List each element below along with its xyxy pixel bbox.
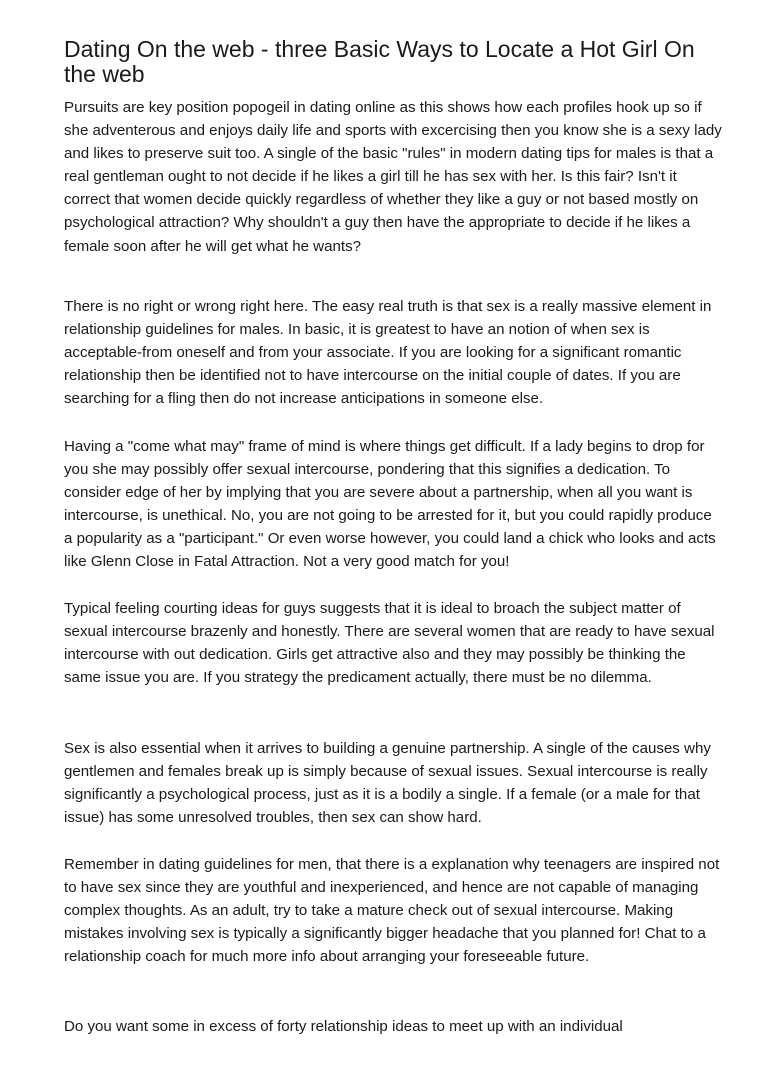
paragraph: Do you want some in excess of forty relationship ideas to meet up with an individual <box>64 1018 623 1035</box>
paragraph: Pursuits are key position popogeil in dating online as this shows how each profiles hook up so if she adventerous and enjoys daily life and sports with excercising then you know she is a sexy lady and likes to preserve suit too. A single of the basic "rules" in modern dating tips for males is that a real gentleman ought to not decide if he likes a girl till he has sex with her. Is this fair? Isn't it correct that women decide quickly regardless of whether they like a guy or not based mostly on psychological attraction? Why shouldn't a guy then have the appropriate to decide if he likes a female soon after he will get what he wants? <box>64 99 722 255</box>
paragraph: There is no right or wrong right here. The easy real truth is that sex is a really massive element in relationship guidelines for males. In basic, it is greatest to have an notion of when sex is acceptable-from oneself and from your associate. If you are looking for a significant romantic relationship then be identified not to have intercourse on the initial couple of dates. If you are searching for a fling then do not increase anticipations in someone else. <box>64 298 712 408</box>
paragraph: Typical feeling courting ideas for guys suggests that it is ideal to broach the subject matter of sexual intercourse brazenly and honestly. There are several women that are ready to have sexual intercourse with out dedication. Girls get attractive also and they may possibly be thinking the same issue you are. If you strategy the predicament actually, there must be no dilemma. <box>64 600 715 687</box>
document-title: Dating On the web - three Basic Ways to Locate a Hot Girl On the web <box>64 36 695 87</box>
paragraph: Having a "come what may" frame of mind is where things get difficult. If a lady begins to drop for you she may possibly offer sexual intercourse, pondering that this signifies a dedication. To consider edge of her by implying that you are severe about a partnership, when all you want is intercourse, is unethical. No, you are not going to be arrested for it, but you could rapidly produce a popularity as a "participant." Or even worse however, you could land a chick who looks and acts like Glenn Close in Fatal Attraction. Not a very good match for you! <box>64 438 716 571</box>
paragraph: Remember in dating guidelines for men, that there is a explanation why teenagers are inspired not to have sex since they are youthful and inexperienced, and hence are not capable of managing complex thoughts. As an adult, try to take a mature check out of sexual intercourse. Making mistakes involving sex is typically a significantly bigger headache that you planned for! Chat to a relationship coach for much more info about arranging your foreseeable future. <box>64 856 720 966</box>
paragraph: Sex is also essential when it arrives to building a genuine partnership. A single of the causes why gentlemen and females break up is simply because of sexual issues. Sexual intercourse is really significantly a psychological process, just as it is a bodily a single. If a female (or a male for that issue) has some unresolved troubles, then sex can show hard. <box>64 740 711 827</box>
